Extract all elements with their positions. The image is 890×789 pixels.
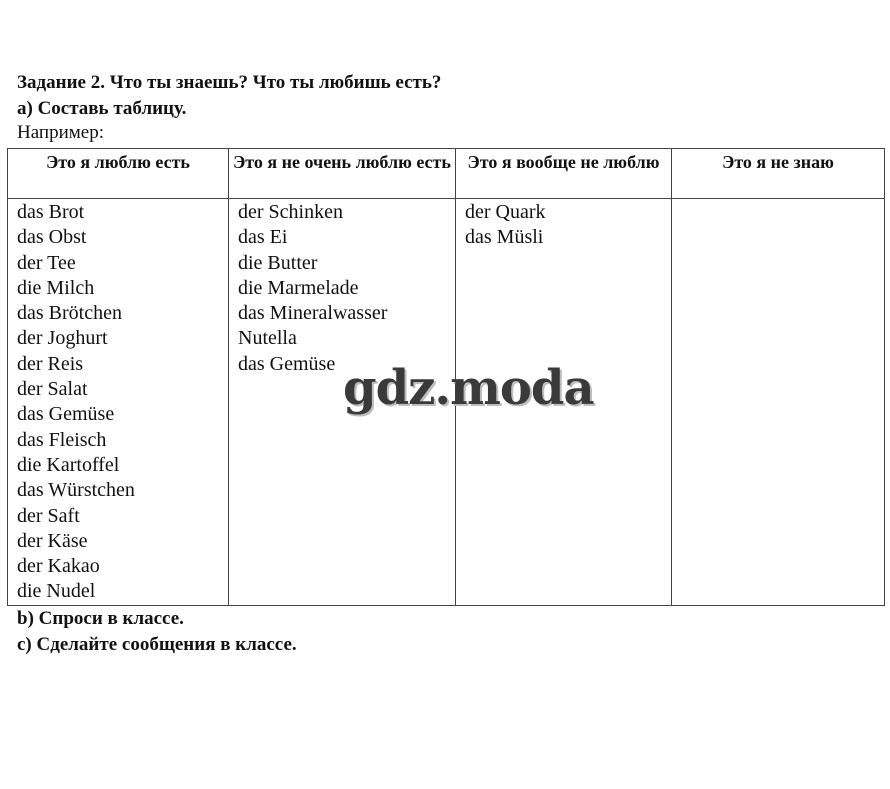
header-not-much: Это я не очень люблю есть	[229, 149, 456, 199]
food-word: der Käse	[17, 529, 88, 552]
food-word: das Obst	[17, 226, 87, 249]
food-word: der Joghurt	[17, 327, 108, 350]
food-word: der Schinken	[238, 201, 343, 223]
subtask-a: а) Составь таблицу.	[17, 98, 187, 119]
food-word: die Butter	[238, 251, 318, 274]
food-word: der Kakao	[17, 555, 100, 578]
watermark-logo: gdz.moda	[343, 360, 594, 416]
food-word: das Gemüse	[17, 403, 115, 426]
food-word: das Brot	[17, 201, 85, 223]
food-word: der Reis	[17, 352, 84, 375]
food-word: das Würstchen	[17, 479, 135, 502]
food-word: die Nudel	[17, 580, 96, 603]
food-word: das Müsli	[465, 226, 544, 249]
food-word: das Ei	[238, 226, 288, 249]
food-word: der Saft	[17, 504, 80, 527]
example-label: Например:	[17, 122, 104, 143]
food-word: Nutella	[238, 327, 297, 350]
column-like	[8, 199, 229, 606]
food-word: die Milch	[17, 276, 95, 299]
word-list	[238, 200, 455, 377]
header-unknown: Это я не знаю	[672, 149, 885, 199]
food-word: der Tee	[17, 251, 76, 274]
table-header-row	[8, 149, 885, 199]
food-word: die Kartoffel	[17, 453, 120, 476]
food-word: der Salat	[17, 378, 88, 401]
word-list	[465, 200, 671, 251]
header-like: Это я люблю есть	[8, 149, 229, 199]
food-word: das Gemüse	[238, 352, 336, 375]
food-word: der Quark	[465, 201, 546, 223]
food-word: das Mineralwasser	[238, 302, 388, 325]
task-title: Задание 2. Что ты знаешь? Что ты любишь есть?	[17, 72, 442, 93]
food-word: die Marmelade	[238, 276, 359, 299]
subtask-c: c) Сделайте сообщения в классе.	[17, 634, 297, 655]
food-word: das Brötchen	[17, 302, 122, 325]
subtask-b: b) Спроси в классе.	[17, 608, 184, 629]
word-list	[17, 200, 228, 605]
column-unknown	[672, 199, 885, 606]
food-word: das Fleisch	[17, 428, 107, 451]
header-dislike: Это я вообще не люблю	[456, 149, 672, 199]
